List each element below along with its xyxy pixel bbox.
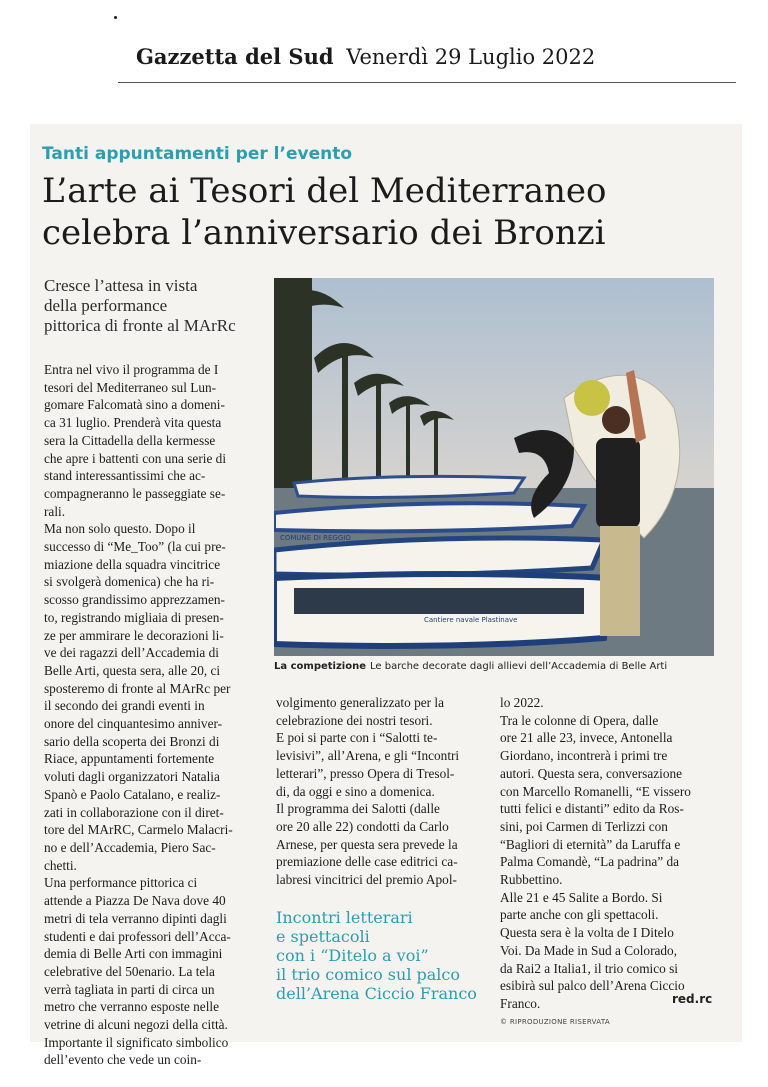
body-text-line: Entra nel vivo il programma de I bbox=[44, 362, 219, 377]
body-text-line: autori. Questa sera, conversazione bbox=[500, 765, 683, 781]
body-text-line: il secondo dei grandi eventi in bbox=[44, 698, 205, 714]
body-text-line: zati in collaborazione con il diret- bbox=[44, 804, 224, 820]
body-text-line: ca 31 luglio. Prenderà vita questa bbox=[44, 415, 222, 431]
body-text-line: vetrine di alcuni negozi della città. bbox=[44, 1017, 228, 1033]
pull-quote-line: e spettacoli bbox=[276, 927, 370, 946]
body-text-line: esibirà sul palco dell’Arena Ciccio bbox=[500, 978, 685, 994]
headline-line: celebra l’anniversario dei Bronzi bbox=[42, 213, 606, 253]
body-text-line: rali. bbox=[44, 503, 66, 519]
body-text-line: ore 20 alle 22) condotti da Carlo bbox=[276, 818, 449, 834]
body-text-line: studenti e dai professori dell’Acca- bbox=[44, 928, 231, 944]
article-column-1 bbox=[44, 361, 260, 1069]
body-text-line: Questa sera è la volta de I Ditelo bbox=[500, 925, 674, 941]
body-text-line: metri di tela verranno dipinti dagli bbox=[44, 910, 227, 926]
deck-line: della performance bbox=[44, 296, 168, 315]
newspaper-name: Gazzetta del Sud bbox=[136, 44, 334, 69]
body-text-line: onore del cinquantesimo anniver- bbox=[44, 716, 223, 732]
yellow-decoration bbox=[574, 380, 610, 416]
publication-date: Venerdì 29 Luglio 2022 bbox=[346, 45, 596, 69]
body-text-line: no e dell’Accademia, Piero Sac- bbox=[44, 839, 216, 855]
body-text-line: chetti. bbox=[44, 857, 77, 873]
body-text-line: levisivi”, all’Arena, e gli “Incontri bbox=[276, 748, 460, 764]
body-text-line: che apre i battenti con una serie di bbox=[44, 450, 227, 466]
body-text-line: stand interessantissimi che ac- bbox=[44, 468, 206, 484]
pull-quote-line: con i “Ditelo a voi” bbox=[276, 946, 429, 965]
body-text-line: letterari”, presso Opera di Tresol- bbox=[276, 765, 455, 781]
body-text-line: ore 21 alle 23, invece, Antonella bbox=[500, 730, 673, 746]
body-text-line: tore del MArRC, Carmelo Malacri- bbox=[44, 822, 233, 838]
body-text-line: da Rai2 a Italia1, il trio comico si bbox=[500, 960, 678, 976]
pull-quote-line: dell’Arena Ciccio Franco bbox=[276, 984, 477, 1003]
body-text-line: volgimento generalizzato per la bbox=[276, 695, 444, 710]
photo-caption bbox=[274, 661, 714, 672]
body-text-line: Palma Comandè, “La padrina” da bbox=[500, 854, 680, 870]
article-photo bbox=[274, 278, 714, 656]
body-text-line: Voi. Da Made in Sud a Colorado, bbox=[500, 942, 678, 958]
body-text-line: sario della scoperta dei Bronzi di bbox=[44, 733, 220, 749]
body-text-line: Riace, appuntamenti fortemente bbox=[44, 751, 215, 767]
author-signature: red.rc bbox=[672, 992, 713, 1006]
body-text-line: si svolgerà domenica) che ha ri- bbox=[44, 574, 215, 590]
deck-line: pittorica di fronte al MArRc bbox=[44, 316, 236, 335]
body-text-line: to, registrando migliaia di presen- bbox=[44, 609, 224, 625]
body-text-line: voluti dagli organizzatori Natalia bbox=[44, 769, 220, 785]
body-text-line: ve dei ragazzi dell’Accademia di bbox=[44, 645, 219, 661]
boat-lettering-2: COMUNE DI REGGIO bbox=[280, 534, 351, 542]
body-text-line: lo 2022. bbox=[500, 695, 544, 710]
pull-quote-line: il trio comico sul palco bbox=[276, 965, 461, 984]
body-text-line: sera la Cittadella della kermesse bbox=[44, 432, 216, 448]
caption-text: Le barche decorate dagli allievi dell’Accademia di Belle Arti bbox=[370, 661, 668, 672]
caption-label: La competizione bbox=[274, 661, 366, 672]
pull-quote bbox=[276, 908, 490, 1003]
deck-line: Cresce l’attesa in vista bbox=[44, 276, 198, 295]
body-text-line: premiazione delle case editrici ca- bbox=[276, 854, 458, 870]
body-text-line: Alle 21 e 45 Salite a Bordo. Si bbox=[500, 889, 663, 905]
pull-quote-line: Incontri letterari bbox=[276, 908, 413, 927]
body-text-line: demia di Belle Arti con immagini bbox=[44, 946, 223, 962]
body-text-line: celebrative del 50enario. La tela bbox=[44, 963, 215, 979]
body-text-line: compagneranno le passeggiate se- bbox=[44, 485, 226, 501]
article-deck bbox=[44, 276, 266, 336]
body-text-line: miazione della squadra vincitrice bbox=[44, 556, 221, 572]
article-headline bbox=[42, 170, 732, 254]
masthead-rule bbox=[118, 82, 736, 83]
body-text-line: metro che verranno esposte nelle bbox=[44, 999, 220, 1015]
masthead bbox=[136, 44, 595, 69]
body-text-line: “Bagliori di eternità” da Laruffa e bbox=[500, 836, 681, 852]
body-text-line: di, da oggi e sino a domenica. bbox=[276, 783, 435, 799]
body-text-line: sposteremo di fronte al MArRc per bbox=[44, 680, 231, 696]
body-text-line: Rubbettino. bbox=[500, 872, 563, 888]
body-text-line: tesori del Mediterraneo sul Lun- bbox=[44, 379, 217, 395]
body-text-line: Ma non solo questo. Dopo il bbox=[44, 521, 196, 537]
body-text-line: verrà tagliata in parti di circa un bbox=[44, 981, 215, 997]
body-text-line: Belle Arti, questa sera, alle 20, ci bbox=[44, 662, 221, 678]
body-text-line: con Marcello Romanelli, “E vissero bbox=[500, 783, 691, 799]
body-text-line: Una performance pittorica ci bbox=[44, 875, 198, 891]
body-text-line: labresi vincitrici del premio Apol- bbox=[276, 872, 457, 888]
body-text-line: dell’evento che vede un coin- bbox=[44, 1052, 202, 1068]
article-column-2 bbox=[276, 694, 486, 889]
headline-line: L’arte ai Tesori del Mediterraneo bbox=[42, 171, 607, 211]
article-kicker: Tanti appuntamenti per l’evento bbox=[42, 144, 353, 164]
body-text-line: Arnese, per questa sera prevede la bbox=[276, 836, 458, 852]
body-text-line: Importante il significato simbolico bbox=[44, 1034, 229, 1050]
body-text-line: Franco. bbox=[500, 995, 541, 1011]
boat-lettering: Cantiere navale Plastinave bbox=[424, 616, 518, 624]
body-text-line: gomare Falcomatà sino a domeni- bbox=[44, 397, 225, 413]
body-text-line: Il programma dei Salotti (dalle bbox=[276, 801, 440, 817]
body-text-line: ze per ammirare le decorazioni li- bbox=[44, 627, 224, 643]
body-text-line: parte anche con gli spettacoli. bbox=[500, 907, 659, 923]
body-text-line: celebrazione dei nostri tesori. bbox=[276, 712, 433, 728]
body-text-line: Tra le colonne di Opera, dalle bbox=[500, 712, 659, 728]
body-text-line: E poi si parte con i “Salotti te- bbox=[276, 730, 438, 746]
body-text-line: Giordano, incontrerà i primi tre bbox=[500, 748, 668, 764]
body-text-line: tutti felici e distanti” edito da Ros- bbox=[500, 801, 684, 817]
body-text-line: Spanò e Paolo Catalano, e realiz- bbox=[44, 786, 221, 802]
copyright-notice: © RIPRODUZIONE RISERVATA bbox=[500, 1018, 610, 1026]
body-text-line: attende a Piazza De Nava dove 40 bbox=[44, 893, 226, 909]
body-text-line: scosso grandissimo apprezzamen- bbox=[44, 592, 225, 608]
page-dot bbox=[114, 16, 117, 19]
article-column-3 bbox=[500, 694, 714, 1013]
body-text-line: successo di “Me_Too” (la cui pre- bbox=[44, 539, 226, 555]
body-text-line: sini, poi Carmen di Terlizzi con bbox=[500, 818, 668, 834]
